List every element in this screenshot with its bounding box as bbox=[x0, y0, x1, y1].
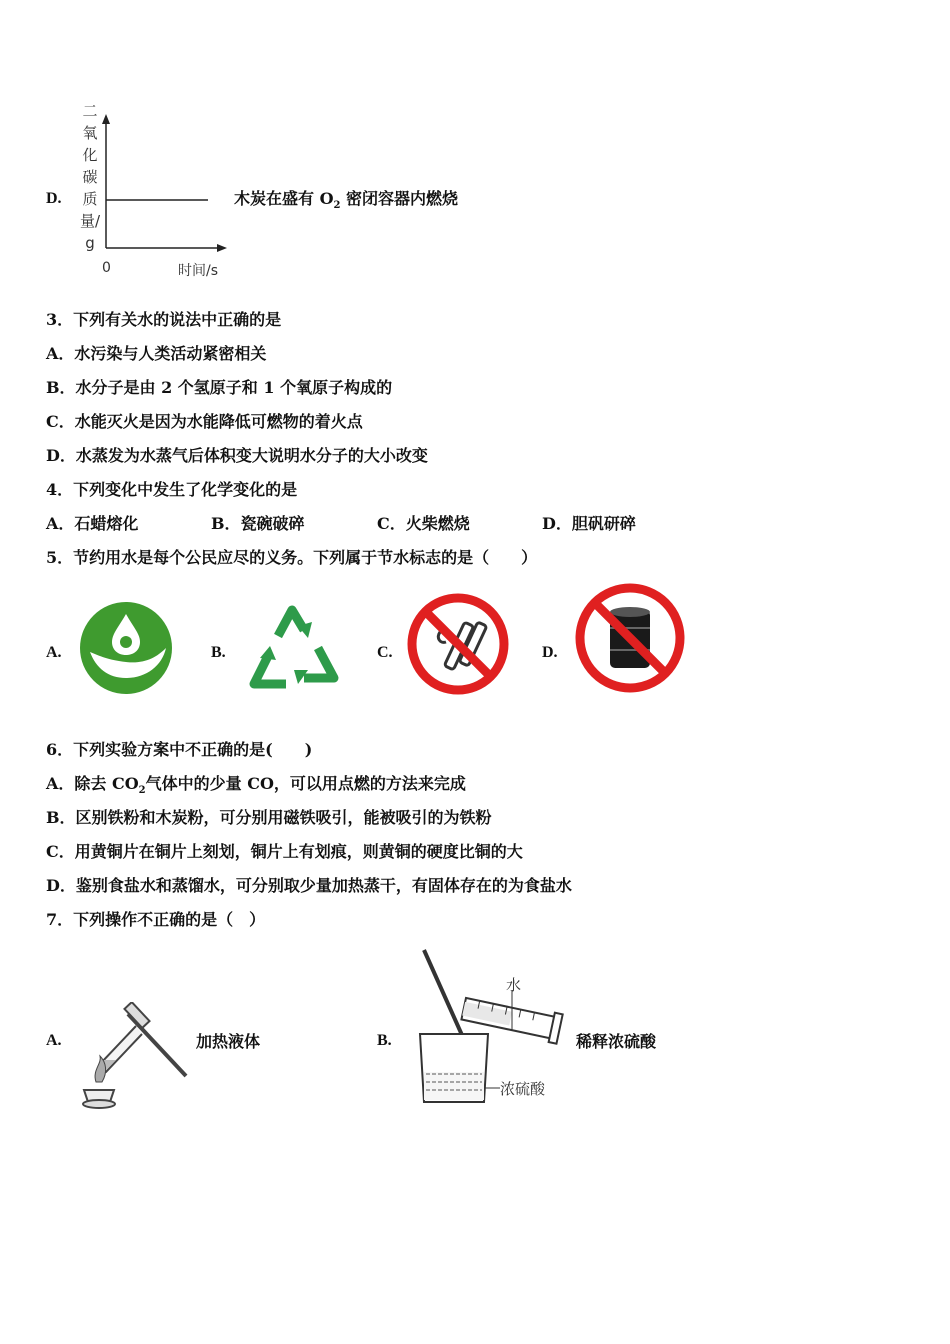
diluting-acid-illustration bbox=[412, 946, 572, 1114]
q6-option-a: A．除去 $CO_2$气体中的少量 CO，可以用点燃的方法来完成 bbox=[46, 774, 466, 797]
q5-stem: 5．节约用水是每个公民应尽的义务。下列属于节水标志的是（ ） bbox=[46, 548, 538, 567]
q3-option-c: C．水能灭火是因为水能降低可燃物的着火点 bbox=[46, 412, 363, 431]
q6-option-d: D．鉴别食盐水和蒸馏水，可分别取少量加热蒸干，有固体存在的为食盐水 bbox=[46, 876, 572, 895]
q6-option-b: B．区别铁粉和木炭粉，可分别用磁铁吸引，能被吸引的为铁粉 bbox=[46, 808, 492, 827]
q3-stem: 3．下列有关水的说法中正确的是 bbox=[46, 310, 282, 329]
graph-y-axis-label: 二氧化碳质量/g bbox=[80, 102, 101, 252]
recycle-icon bbox=[242, 598, 348, 700]
q6-stem: 6．下列实验方案中不正确的是( ) bbox=[46, 740, 313, 759]
co2-graph-axes bbox=[76, 92, 246, 287]
q3-option-a: A．水污染与人类活动紧密相关 bbox=[46, 344, 267, 363]
q2-option-d-letter: D. bbox=[46, 190, 62, 207]
heating-liquid-illustration bbox=[78, 1002, 190, 1114]
q7-stem: 7．下列操作不正确的是（ ） bbox=[46, 910, 266, 929]
q5-option-d-letter: D. bbox=[542, 644, 558, 661]
q5-option-a-letter: A. bbox=[46, 644, 62, 661]
q7-option-b-caption: 稀释浓硫酸 bbox=[576, 1032, 657, 1051]
q4-option-b: B．瓷碗破碎 bbox=[211, 514, 305, 533]
q4-stem: 4．下列变化中发生了化学变化的是 bbox=[46, 480, 298, 499]
q4-option-d: D．胆矾研碎 bbox=[542, 514, 636, 533]
q5-option-b-letter: B. bbox=[211, 644, 226, 661]
graph-x-axis-label: 时间/s bbox=[178, 263, 219, 279]
co2-mass-graph bbox=[76, 92, 246, 287]
q2-option-d-caption: 木炭在盛有 $O_2$ 密闭容器内燃烧 bbox=[234, 189, 459, 212]
q6-option-c: C．用黄铜片在铜片上刻划，铜片上有划痕，则黄铜的硬度比铜的大 bbox=[46, 842, 523, 861]
q7-option-a-letter: A. bbox=[46, 1032, 62, 1049]
q7-option-b-letter: B. bbox=[377, 1032, 392, 1049]
q7-option-a-caption: 加热液体 bbox=[196, 1032, 261, 1051]
concentrated-acid-label: 浓硫酸 bbox=[500, 1080, 546, 1098]
q3-option-d: D．水蒸发为水蒸气后体积变大说明水分子的大小改变 bbox=[46, 446, 428, 465]
no-smoking-icon bbox=[406, 592, 510, 700]
water-saving-sign-icon bbox=[78, 600, 174, 700]
q4-option-a: A．石蜡熔化 bbox=[46, 514, 139, 533]
q5-option-c-letter: C. bbox=[377, 644, 393, 661]
graph-origin-label: 0 bbox=[102, 260, 111, 276]
q4-option-c: C．火柴燃烧 bbox=[377, 514, 470, 533]
no-oil-drum-icon bbox=[572, 582, 688, 698]
q3-option-b: B．水分子是由 2 个氢原子和 1 个氧原子构成的 bbox=[46, 378, 393, 397]
water-label: 水 bbox=[506, 976, 522, 994]
